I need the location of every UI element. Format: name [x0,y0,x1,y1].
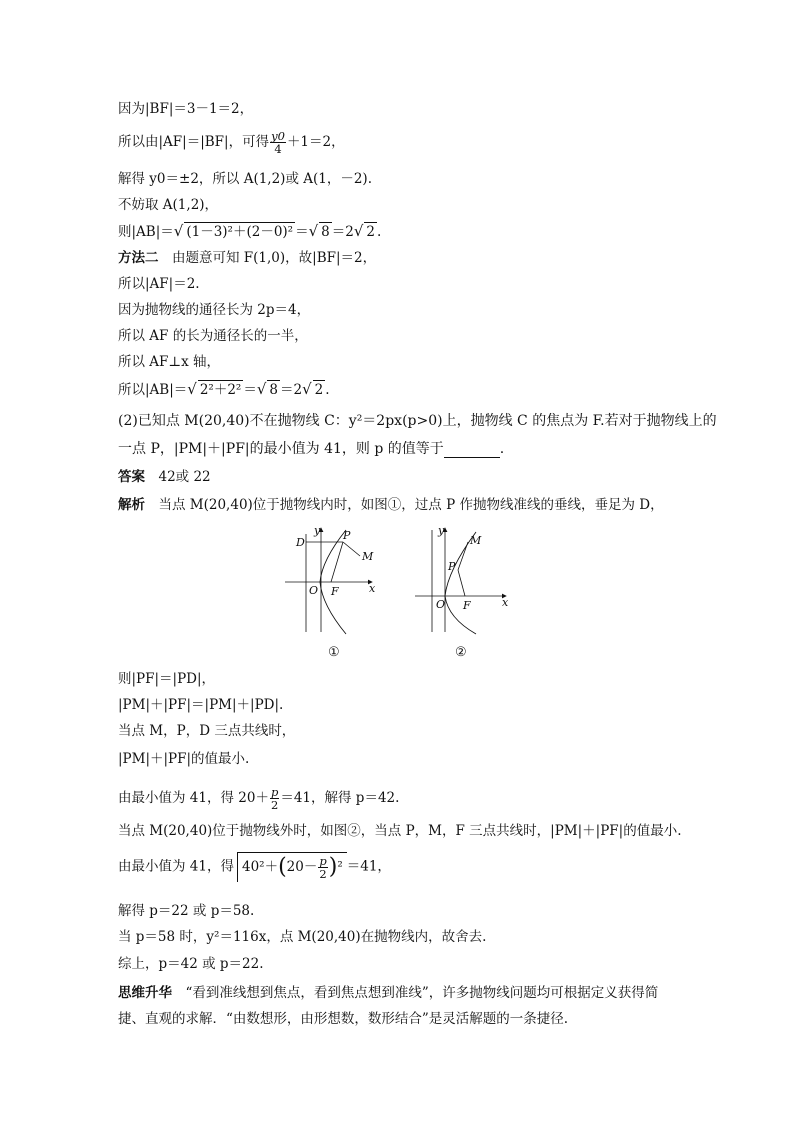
text-latus: 因为抛物线的通径长为 2p＝4， [118,302,311,318]
paren-close: ) [328,854,338,880]
fraction-den: 4 [274,142,282,156]
sqrt-expr: (1－3)²＋(2－0)² [186,224,294,240]
label-d: D [296,536,305,549]
text-ab2-c: ＝2 [280,382,303,398]
label-f: F [463,599,471,612]
text-p42-b: ＝41，解得 p＝42. [280,790,400,806]
label-o: O [309,584,319,597]
method2-text: 由题意可知 F(1,0)，故|BF|＝2， [172,250,377,266]
line-outside [118,822,682,840]
radical-icon: √ [308,222,319,240]
radical-icon: √ [256,380,267,398]
sqrt-part-3: ² [337,859,343,875]
radical-icon: √ [173,222,184,240]
parabola [445,532,476,634]
line-p42 [118,786,399,811]
line-summary-1 [118,984,658,1002]
fraction-num: p [319,854,327,868]
segment-pm [343,542,360,556]
line-conclusion [118,955,264,973]
label-o: O [436,598,446,611]
figure-1-caption: ① [328,645,340,660]
line-ab-length [118,222,381,241]
text-ab-d: . [377,224,382,240]
segment-pm [458,542,468,570]
text-sqrt-eq-b: ＝41， [346,858,391,875]
line-analysis [118,496,664,514]
text-perp: 所以 AF⊥x 轴， [118,354,221,370]
line-answer [118,468,211,486]
text-ab2-a: 所以|AB|＝ [118,382,188,398]
figure-2-diagram [410,520,515,665]
analysis-label: 解析 [118,497,145,513]
text-sum: |PM|＋|PF|＝|PM|＋|PD|. [118,697,284,713]
line-p58 [118,928,486,946]
line-problem2-cont [118,440,504,458]
summary-label: 思维升华 [118,985,172,1001]
answer-label: 答案 [118,469,145,485]
sqrt-part-1: 40²＋ [241,859,279,875]
radical-icon: √ [353,222,364,240]
radical-icon: √ [302,380,312,398]
text-choose-a: 不妨取 A(1,2)， [118,197,219,213]
label-x: x [369,582,376,595]
line-perp [118,353,220,371]
label-p: P [343,529,351,542]
fraction-den: 2 [319,867,327,881]
analysis-text: 当点 M(20,40)位于抛物线内时，如图①，过点 P 作抛物线准线的垂线，垂足为 D， [158,497,664,513]
fraction-y0-4 [270,130,286,155]
fraction-p-2 [318,855,327,880]
text-ab2-b: ＝ [243,382,257,398]
fraction-p-2 [270,786,279,811]
line-min [118,750,249,768]
line-choose-a [118,196,218,214]
line-sum [118,696,283,714]
line-method2 [118,249,376,267]
text-ab2-d: . [325,382,330,398]
line-summary-2 [118,1010,568,1028]
text-half: 所以 AF 的长为通径长的一半， [118,328,308,344]
text-solve-y0: 解得 y0＝±2，所以 A(1,2)或 A(1，－2). [118,171,372,187]
label-m: M [362,550,374,563]
sqrt-expr: 8 [269,382,279,398]
label-m: M [470,534,482,547]
text-af-eq-b: ＋1＝2， [286,134,345,150]
segment-pf [458,570,465,596]
line-half [118,327,308,345]
text-pf-pd: 则|PF|＝|PD|， [118,671,216,687]
text-sqrt-eq-a: 由最小值为 41，得 [118,858,234,875]
sqrt-expr: 2 [314,382,324,398]
text-bf: 因为|BF|＝3－1＝2， [118,101,254,117]
text-period: . [499,441,505,457]
summary-text-1: “看到准线想到焦点，看到焦点想到准线”，许多抛物线问题均可根据定义获得简 [185,985,659,1001]
line-af-2 [118,275,200,293]
line-pf-pd [118,670,215,688]
sqrt-expr: 2 [366,224,375,240]
figure-2-caption: ② [455,645,467,660]
answer-blank [444,443,500,458]
line-sqrt-eq [118,852,391,882]
paren-open: ( [278,854,287,880]
sqrt-part-2: 20－ [286,859,318,875]
line-problem2 [118,412,717,430]
text-af-2: 所以|AF|＝2. [118,276,200,292]
line-af-eq [118,130,345,155]
text-ab-c: ＝2 [331,224,354,240]
label-p: P [448,560,456,573]
method2-label: 方法二 [118,250,159,266]
answer-value: 42或 22 [158,469,211,485]
text-conclusion: 综上，p＝42 或 p＝22. [118,956,264,972]
line-bf [118,100,253,118]
summary-text-2: 捷、直观的求解．“由数想形，由形想数，数形结合”是灵活解题的一条捷径. [118,1011,569,1027]
text-outside: 当点 M(20,40)位于抛物线外时，如图②，当点 P，M，F 三点共线时，|PM|＋|PF|的值最小. [118,823,682,839]
line-ab-length-2 [118,380,330,399]
text-min: |PM|＋|PF|的值最小. [118,751,250,767]
fraction-num: y0 [271,129,285,143]
fraction-num: p [270,785,279,799]
big-sqrt [237,852,347,882]
sqrt-expr: 2²＋2² [199,382,242,398]
label-y: y [438,524,445,537]
label-f: F [331,585,339,598]
figure-1-diagram [280,520,385,665]
text-problem2-cont: 一点 P，|PM|＋|PF|的最小值为 41，则 p 的值等于 [118,441,444,457]
text-ab-b: ＝ [295,224,309,240]
radical-icon: √ [187,380,197,398]
text-problem2: (2)已知点 M(20,40)不在抛物线 C：y²＝2px(p>0)上，抛物线 C 的焦点为 F.若对于抛物线上的 [118,413,717,429]
text-collinear: 当点 M，P，D 三点共线时， [118,723,296,739]
text-af-eq-a: 所以由|AF|＝|BF|，可得 [118,134,270,150]
line-collinear [118,722,295,740]
text-p58: 当 p＝58 时，y²＝116x，点 M(20,40)在抛物线内，故舍去. [118,929,487,945]
fraction-den: 2 [270,798,279,812]
text-ab-a: 则|AB|＝ [118,224,174,240]
line-latus [118,301,310,319]
line-p22-58 [118,902,254,920]
label-x: x [502,596,509,609]
sqrt-expr: 8 [321,224,330,240]
text-p22-58: 解得 p＝22 或 p＝58. [118,903,255,919]
label-y: y [314,524,321,537]
text-p42-a: 由最小值为 41，得 20＋ [118,790,269,806]
line-solve-y0 [118,170,372,188]
